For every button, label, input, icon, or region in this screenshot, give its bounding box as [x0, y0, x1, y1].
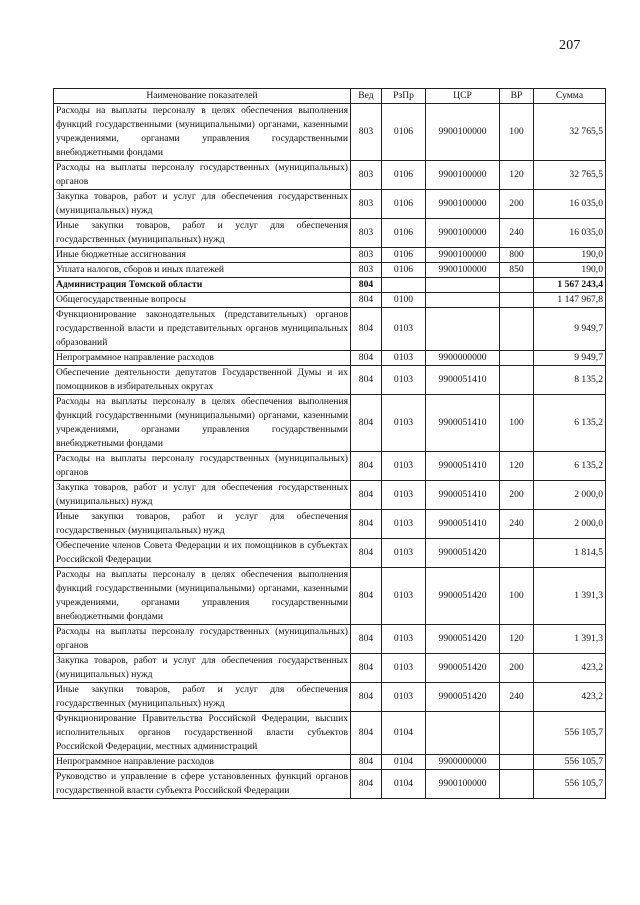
- cell-rzpr: 0103: [382, 568, 426, 625]
- cell-vr: [500, 539, 534, 568]
- table-row: [54, 219, 606, 248]
- cell-vr: 100: [500, 395, 534, 452]
- cell-vr: 240: [500, 219, 534, 248]
- cell-csr: 9900051420: [426, 625, 500, 654]
- cell-csr: 9900100000: [426, 161, 500, 190]
- cell-rzpr: 0106: [382, 161, 426, 190]
- cell-name: Функционирование Правительства Российской Федерации, высших исполнительных органов государственной власти субъектов Российской Федерации, местных администраций: [54, 712, 351, 755]
- cell-ved: 804: [351, 481, 382, 510]
- cell-ved: 804: [351, 395, 382, 452]
- cell-sum: 2 000,0: [534, 510, 606, 539]
- cell-vr: 200: [500, 190, 534, 219]
- cell-vr: 200: [500, 654, 534, 683]
- cell-sum: 556 105,7: [534, 770, 606, 799]
- cell-sum: 1 391,3: [534, 625, 606, 654]
- cell-name: Обеспечение членов Совета Федерации и их помощников в субъектах Российской Федерации: [54, 539, 351, 568]
- cell-sum: 6 135,2: [534, 395, 606, 452]
- table-row: [54, 770, 606, 799]
- cell-vr: 100: [500, 568, 534, 625]
- cell-vr: 850: [500, 263, 534, 278]
- cell-rzpr: [382, 278, 426, 293]
- cell-csr: 9900100000: [426, 770, 500, 799]
- cell-name: Уплата налогов, сборов и иных платежей: [54, 263, 351, 278]
- cell-rzpr: 0104: [382, 712, 426, 755]
- cell-csr: 9900051410: [426, 395, 500, 452]
- cell-name: Закупка товаров, работ и услуг для обеспечения государственных (муниципальных) нужд: [54, 481, 351, 510]
- cell-vr: [500, 755, 534, 770]
- cell-rzpr: 0103: [382, 539, 426, 568]
- cell-sum: 1 814,5: [534, 539, 606, 568]
- cell-csr: [426, 712, 500, 755]
- cell-name: Расходы на выплаты персоналу государственных (муниципальных) органов: [54, 452, 351, 481]
- cell-name: Расходы на выплаты персоналу государственных (муниципальных) органов: [54, 161, 351, 190]
- cell-name: Руководство и управление в сфере установленных функций органов государственной власти субъекта Российской Федерации: [54, 770, 351, 799]
- cell-csr: 9900051420: [426, 683, 500, 712]
- cell-sum: 6 135,2: [534, 452, 606, 481]
- table-row: [54, 625, 606, 654]
- header-csr: ЦСР: [426, 89, 500, 104]
- cell-ved: 804: [351, 568, 382, 625]
- cell-csr: 9900100000: [426, 248, 500, 263]
- cell-rzpr: 0106: [382, 248, 426, 263]
- cell-csr: 9900051410: [426, 452, 500, 481]
- cell-ved: 804: [351, 308, 382, 351]
- cell-name: Администрация Томской области: [54, 278, 351, 293]
- table-row: [54, 510, 606, 539]
- cell-vr: 800: [500, 248, 534, 263]
- table-row: [54, 366, 606, 395]
- cell-ved: 803: [351, 161, 382, 190]
- cell-name: Закупка товаров, работ и услуг для обеспечения государственных (муниципальных) нужд: [54, 654, 351, 683]
- cell-rzpr: 0103: [382, 351, 426, 366]
- cell-name: Иные закупки товаров, работ и услуг для обеспечения государственных (муниципальных) нужд: [54, 510, 351, 539]
- cell-csr: 9900100000: [426, 190, 500, 219]
- cell-csr: 9900000000: [426, 755, 500, 770]
- cell-csr: 9900051410: [426, 481, 500, 510]
- table-row: [54, 452, 606, 481]
- cell-rzpr: 0106: [382, 190, 426, 219]
- cell-name: Иные закупки товаров, работ и услуг для обеспечения государственных (муниципальных) нужд: [54, 683, 351, 712]
- table-row: [54, 539, 606, 568]
- cell-sum: 190,0: [534, 248, 606, 263]
- cell-sum: 16 035,0: [534, 219, 606, 248]
- cell-sum: 1 567 243,4: [534, 278, 606, 293]
- table-row: [54, 683, 606, 712]
- cell-rzpr: 0103: [382, 625, 426, 654]
- cell-ved: 804: [351, 625, 382, 654]
- table-row: [54, 104, 606, 161]
- cell-name: Иные закупки товаров, работ и услуг для обеспечения государственных (муниципальных) нужд: [54, 219, 351, 248]
- cell-sum: 556 105,7: [534, 755, 606, 770]
- cell-ved: 804: [351, 770, 382, 799]
- page-number: 207: [559, 38, 581, 53]
- cell-name: Непрограммное направление расходов: [54, 351, 351, 366]
- cell-sum: 8 135,2: [534, 366, 606, 395]
- cell-ved: 803: [351, 104, 382, 161]
- table-row: [54, 481, 606, 510]
- cell-ved: 804: [351, 293, 382, 308]
- header-name: Наименование показателей: [54, 89, 351, 104]
- cell-csr: [426, 278, 500, 293]
- cell-csr: [426, 293, 500, 308]
- cell-rzpr: 0106: [382, 219, 426, 248]
- cell-ved: 803: [351, 190, 382, 219]
- cell-name: Расходы на выплаты персоналу в целях обеспечения выполнения функций государственными (муниципальными) органами, казенными учреждениями, органами управления государственными внебюджетными фондами: [54, 568, 351, 625]
- cell-csr: 9900051420: [426, 539, 500, 568]
- cell-sum: 190,0: [534, 263, 606, 278]
- table-row: [54, 308, 606, 351]
- cell-vr: 120: [500, 452, 534, 481]
- cell-name: Закупка товаров, работ и услуг для обеспечения государственных (муниципальных) нужд: [54, 190, 351, 219]
- cell-name: Расходы на выплаты персоналу в целях обеспечения выполнения функций государственными (муниципальными) органами, казенными учреждениями, органами управления государственными внебюджетными фондами: [54, 104, 351, 161]
- header-rzpr: РзПр: [382, 89, 426, 104]
- cell-name: Обеспечение деятельности депутатов Государственной Думы и их помощников в избирательных округах: [54, 366, 351, 395]
- table-row: [54, 654, 606, 683]
- cell-rzpr: 0103: [382, 683, 426, 712]
- cell-rzpr: 0106: [382, 104, 426, 161]
- cell-csr: 9900051410: [426, 510, 500, 539]
- cell-ved: 804: [351, 351, 382, 366]
- cell-sum: 16 035,0: [534, 190, 606, 219]
- table-row: [54, 263, 606, 278]
- header-vr: ВР: [500, 89, 534, 104]
- cell-vr: 240: [500, 683, 534, 712]
- cell-name: Иные бюджетные ассигнования: [54, 248, 351, 263]
- cell-name: Расходы на выплаты персоналу в целях обеспечения выполнения функций государственными (муниципальными) органами, казенными учреждениями, органами управления государственными внебюджетными фондами: [54, 395, 351, 452]
- table-row: [54, 351, 606, 366]
- cell-name: Функционирование законодательных (представительных) органов государственной власти и представительных органов муниципальных образований: [54, 308, 351, 351]
- cell-csr: 9900051410: [426, 366, 500, 395]
- cell-vr: [500, 366, 534, 395]
- cell-ved: 804: [351, 539, 382, 568]
- table-row: [54, 293, 606, 308]
- table-row: [54, 755, 606, 770]
- budget-table: [53, 88, 606, 799]
- cell-name: Расходы на выплаты персоналу государственных (муниципальных) органов: [54, 625, 351, 654]
- cell-ved: 804: [351, 755, 382, 770]
- cell-ved: 804: [351, 452, 382, 481]
- cell-vr: [500, 308, 534, 351]
- cell-ved: 803: [351, 248, 382, 263]
- cell-sum: 9 949,7: [534, 308, 606, 351]
- table-row: [54, 278, 606, 293]
- header-sum: Сумма: [534, 89, 606, 104]
- table-row: [54, 395, 606, 452]
- cell-name: Непрограммное направление расходов: [54, 755, 351, 770]
- cell-rzpr: 0104: [382, 755, 426, 770]
- cell-rzpr: 0100: [382, 293, 426, 308]
- header-ved: Вед: [351, 89, 382, 104]
- cell-csr: 9900100000: [426, 219, 500, 248]
- cell-rzpr: 0103: [382, 308, 426, 351]
- cell-vr: 120: [500, 161, 534, 190]
- cell-csr: 9900051420: [426, 654, 500, 683]
- cell-sum: 423,2: [534, 683, 606, 712]
- cell-sum: 2 000,0: [534, 481, 606, 510]
- cell-rzpr: 0104: [382, 770, 426, 799]
- cell-vr: 200: [500, 481, 534, 510]
- cell-ved: 804: [351, 712, 382, 755]
- cell-ved: 803: [351, 263, 382, 278]
- cell-sum: 1 391,3: [534, 568, 606, 625]
- cell-rzpr: 0103: [382, 510, 426, 539]
- cell-vr: [500, 770, 534, 799]
- cell-vr: [500, 278, 534, 293]
- cell-sum: 32 765,5: [534, 161, 606, 190]
- table-row: [54, 161, 606, 190]
- cell-rzpr: 0103: [382, 366, 426, 395]
- table-row: [54, 248, 606, 263]
- cell-vr: 100: [500, 104, 534, 161]
- cell-ved: 804: [351, 654, 382, 683]
- cell-csr: 9900100000: [426, 104, 500, 161]
- table-row: [54, 190, 606, 219]
- cell-csr: [426, 308, 500, 351]
- cell-sum: 556 105,7: [534, 712, 606, 755]
- table-row: [54, 568, 606, 625]
- header-row: [54, 89, 606, 104]
- cell-vr: [500, 712, 534, 755]
- cell-ved: 804: [351, 278, 382, 293]
- cell-sum: 32 765,5: [534, 104, 606, 161]
- cell-rzpr: 0106: [382, 263, 426, 278]
- table-row: [54, 712, 606, 755]
- cell-rzpr: 0103: [382, 395, 426, 452]
- cell-csr: 9900051420: [426, 568, 500, 625]
- cell-vr: [500, 351, 534, 366]
- cell-sum: 423,2: [534, 654, 606, 683]
- cell-sum: 1 147 967,8: [534, 293, 606, 308]
- cell-vr: 120: [500, 625, 534, 654]
- cell-rzpr: 0103: [382, 481, 426, 510]
- cell-name: Общегосударственные вопросы: [54, 293, 351, 308]
- cell-csr: 9900100000: [426, 263, 500, 278]
- cell-csr: 9900000000: [426, 351, 500, 366]
- cell-ved: 804: [351, 510, 382, 539]
- cell-ved: 804: [351, 366, 382, 395]
- cell-vr: [500, 293, 534, 308]
- cell-rzpr: 0103: [382, 654, 426, 683]
- cell-sum: 9 949,7: [534, 351, 606, 366]
- cell-ved: 804: [351, 683, 382, 712]
- cell-rzpr: 0103: [382, 452, 426, 481]
- cell-vr: 240: [500, 510, 534, 539]
- cell-ved: 803: [351, 219, 382, 248]
